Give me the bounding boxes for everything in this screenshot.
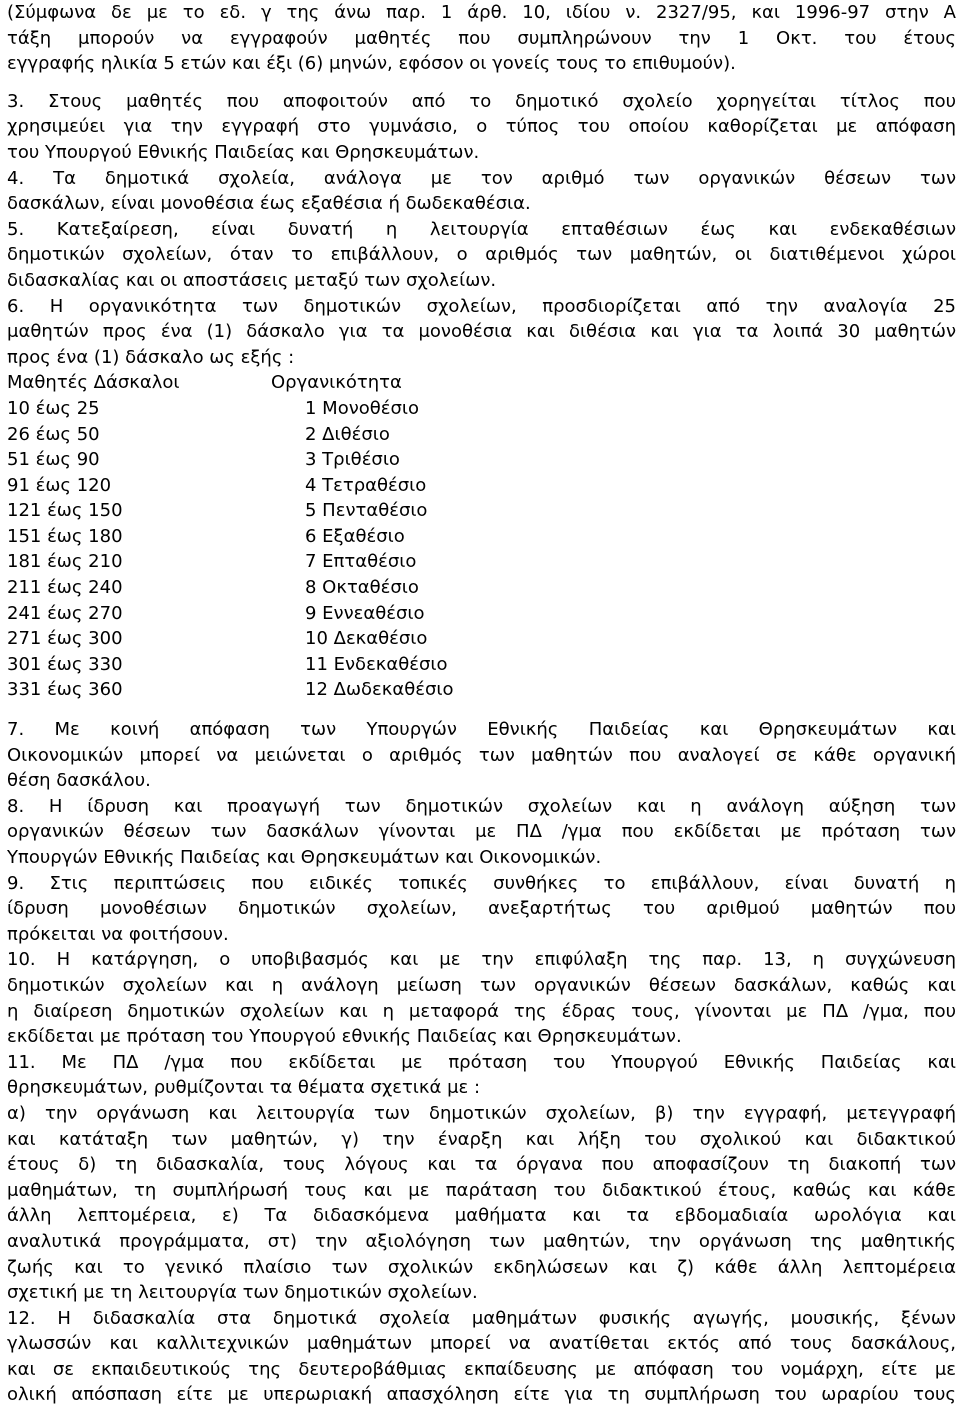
organic-cell: 3 Τριθέσιο xyxy=(305,449,400,471)
text-line: 9. Στις περιπτώσεις που ειδικές τοπικές συνθήκες το επιβάλλουν, είναι δυνατή η xyxy=(7,872,956,894)
students-cell: 301 έως 330 xyxy=(7,653,123,675)
text-line: ζωής και το γενικό πλαίσιο των σχολικών εκδηλώσεων και ζ) κάθε άλλη λεπτομέρεια xyxy=(7,1256,956,1278)
table-row xyxy=(7,677,956,703)
students-cell: 211 έως 240 xyxy=(7,577,123,599)
students-cell: 51 έως 90 xyxy=(7,449,100,471)
organic-table xyxy=(7,370,956,703)
paragraph-10 xyxy=(7,947,956,1049)
text-line: 6. Η οργανικότητα των δημοτικών σχολείων, προσδιορίζεται από την αναλογία 25 xyxy=(7,295,956,317)
students-cell: 241 έως 270 xyxy=(7,602,123,624)
text-line: μαθημάτων, τη συμπλήρωσή τους και με παράταση του διδακτικού έτους, καθώς και κάθε xyxy=(7,1179,956,1201)
text-line: γλωσσών και καλλιτεχνικών μαθημάτων μπορεί να ανατίθεται εκτός από τους δασκάλους, xyxy=(7,1333,956,1355)
text-line: και κατάταξη των μαθητών, γ) την έναρξη και λήξη του σχολικού και διδακτικού xyxy=(7,1128,956,1150)
table-row xyxy=(7,524,956,550)
students-cell: 91 έως 120 xyxy=(7,474,112,496)
text-line: 7. Με κοινή απόφαση των Υπουργών Εθνικής Παιδείας και Θρησκευμάτων και xyxy=(7,719,956,741)
text-line: οργανικών θέσεων των δασκάλων γίνονται με ΠΔ /γμα που εκδίδεται με πρόταση των xyxy=(7,821,956,843)
text-line: (Σύμφωνα δε με το εδ. γ της άνω παρ. 1 άρθ. 10, ιδίου ν. 2327/95, και 1996-97 στην Α xyxy=(7,2,956,23)
paragraph-12 xyxy=(7,1306,956,1408)
text-line: 5. Κατεξαίρεση, είναι δυνατή η λειτουργία επταθέσιων έως και ενδεκαθέσιων xyxy=(7,218,956,240)
students-cell: 121 έως 150 xyxy=(7,500,123,522)
organic-cell: 11 Ενδεκαθέσιο xyxy=(305,653,448,675)
table-row xyxy=(7,498,956,524)
table-row xyxy=(7,601,956,627)
text-line: 8. Η ίδρυση και προαγωγή των δημοτικών σχολείων και η ανάλογη αύξηση των xyxy=(7,795,956,817)
students-cell: 151 έως 180 xyxy=(7,525,123,547)
table-row xyxy=(7,422,956,448)
table-header xyxy=(7,370,956,396)
organic-cell: 1 Μονοθέσιο xyxy=(305,397,420,419)
organic-cell: 10 Δεκαθέσιο xyxy=(305,628,428,650)
text-line: αναλυτικά προγράμματα, στ) την αξιολόγηση των μαθητών, την οργάνωση της μαθητικής xyxy=(7,1230,956,1252)
text-line: άλλη λεπτομέρεια, ε) Τα διδασκόμενα μαθήματα και τα εβδομαδιαία ωρολόγια και xyxy=(7,1205,956,1227)
table-row xyxy=(7,575,956,601)
text-line: α) την οργάνωση και λειτουργία των δημοτικών σχολείων, β) την εγγραφή, μετεγγραφή xyxy=(7,1102,956,1124)
text-line: 4. Τα δημοτικά σχολεία, ανάλογα με τον αριθμό των οργανικών θέσεων των xyxy=(7,167,956,189)
students-cell: 10 έως 25 xyxy=(7,397,100,419)
text-line: η διαίρεση δημοτικών σχολείων και η μεταφορά της έδρας τους, γίνονται με ΠΔ /γμα, που xyxy=(7,1000,956,1022)
organic-cell: 4 Τετραθέσιο xyxy=(305,474,427,496)
text-line: πρόκειται να φοιτήσουν. xyxy=(7,923,229,945)
text-line: δημοτικών σχολείων και η ανάλογη μείωση των οργανικών θέσεων δασκάλων, καθώς και xyxy=(7,974,956,996)
table-row xyxy=(7,447,956,473)
text-line: εγγραφής ηλικία 5 ετών και έξι (6) μηνών, εφόσον οι γονείς τους το επιθυμούν). xyxy=(7,53,736,75)
text-line: σχετική με τη λειτουργία των δημοτικών σχολείων. xyxy=(7,1282,478,1304)
text-line: έτους δ) τη διδασκαλία, τους λόγους και τα όργανα που αποφασίζουν τη διακοπή των xyxy=(7,1154,956,1176)
text-line: και σε εκπαιδευτικούς της δευτεροβάθμιας εκπαίδευσης με απόφαση του νομάρχη, είτε με xyxy=(7,1358,956,1380)
organic-cell: 2 Διθέσιο xyxy=(305,423,390,445)
paragraph-5 xyxy=(7,217,956,294)
paragraph-4 xyxy=(7,166,956,217)
header-organic: Οργανικότητα xyxy=(271,372,402,394)
document-page xyxy=(7,0,956,1408)
text-line: θρησκευμάτων, ρυθμίζονται τα θέματα σχετικά με : xyxy=(7,1077,481,1099)
paragraph-8 xyxy=(7,794,956,871)
text-line: δημοτικών σχολείων, όταν το επιβάλλουν, ο αριθμός των μαθητών, οι διατιθέμενοι χώροι xyxy=(7,244,956,266)
organic-cell: 12 Δωδεκαθέσιο xyxy=(305,679,454,701)
students-cell: 331 έως 360 xyxy=(7,679,123,701)
paragraph-3 xyxy=(7,89,956,166)
students-cell: 26 έως 50 xyxy=(7,423,100,445)
text-line: 10. Η κατάργηση, ο υποβιβασμός και με την επιφύλαξη της παρ. 13, η συγχώνευση xyxy=(7,949,956,971)
organic-cell: 6 Εξαθέσιο xyxy=(305,525,405,547)
text-line: χρησιμεύει για την εγγραφή στο γυμνάσιο, ο τύπος του οποίου καθορίζεται με απόφαση xyxy=(7,116,956,138)
text-line: θέση δασκάλου. xyxy=(7,770,151,792)
paragraph-7 xyxy=(7,717,956,794)
intro-paragraph xyxy=(7,0,956,77)
header-students-teachers: Μαθητές Δάσκαλοι xyxy=(7,372,180,394)
organic-cell: 9 Εννεαθέσιο xyxy=(305,602,425,624)
text-line: 3. Στους μαθητές που αποφοιτούν από το δημοτικό σχολείο χορηγείται τίτλος που xyxy=(7,90,956,112)
students-cell: 271 έως 300 xyxy=(7,628,123,650)
text-line: προς ένα (1) δάσκαλο ως εξής : xyxy=(7,346,295,368)
text-line: του Υπουργού Εθνικής Παιδείας και Θρησκευμάτων. xyxy=(7,141,480,163)
text-line: μαθητών προς ένα (1) δάσκαλο για τα μονοθέσια και διθέσια και για τα λοιπά 30 μαθητών xyxy=(7,321,956,343)
organic-cell: 8 Οκταθέσιο xyxy=(305,577,419,599)
paragraph-11 xyxy=(7,1050,956,1306)
text-line: ίδρυση μονοθέσιων δημοτικών σχολείων, ανεξαρτήτως του αριθμού μαθητών που xyxy=(7,898,956,920)
text-line: Υπουργών Εθνικής Παιδείας και Θρησκευμάτων και Οικονομικών. xyxy=(7,847,602,868)
text-line: εκδίδεται με πρόταση του Υπουργού εθνικής Παιδείας και Θρησκευμάτων. xyxy=(7,1026,682,1048)
text-line: ολική απόσπαση είτε με υπερωριακή απασχόληση είτε για τη συμπλήρωση του ωραρίου τους xyxy=(7,1384,956,1406)
text-line: τάξη μπορούν να εγγραφούν μαθητές που συμπληρώνουν την 1 Οκτ. του έτους xyxy=(7,27,956,49)
table-row xyxy=(7,396,956,422)
paragraph-9 xyxy=(7,871,956,948)
table-row xyxy=(7,549,956,575)
paragraph-6 xyxy=(7,294,956,371)
text-line: 11. Με ΠΔ /γμα που εκδίδεται με πρόταση του Υπουργού Εθνικής Παιδείας και xyxy=(7,1051,956,1073)
table-row xyxy=(7,652,956,678)
organic-cell: 7 Επταθέσιο xyxy=(305,551,417,573)
students-cell: 181 έως 210 xyxy=(7,551,123,573)
text-line: Οικονομικών μπορεί να μειώνεται ο αριθμός των μαθητών που αναλογεί σε κάθε οργανική xyxy=(7,744,956,766)
table-row xyxy=(7,626,956,652)
organic-cell: 5 Πενταθέσιο xyxy=(305,500,428,522)
text-line: 12. Η διδασκαλία στα δημοτικά σχολεία μαθημάτων φυσικής αγωγής, μουσικής, ξένων xyxy=(7,1307,956,1329)
table-row xyxy=(7,473,956,499)
text-line: δασκάλων, είναι μονοθέσια έως εξαθέσια ή δωδεκαθέσια. xyxy=(7,193,531,215)
text-line: διδασκαλίας και οι αποστάσεις μεταξύ των σχολείων. xyxy=(7,269,497,291)
